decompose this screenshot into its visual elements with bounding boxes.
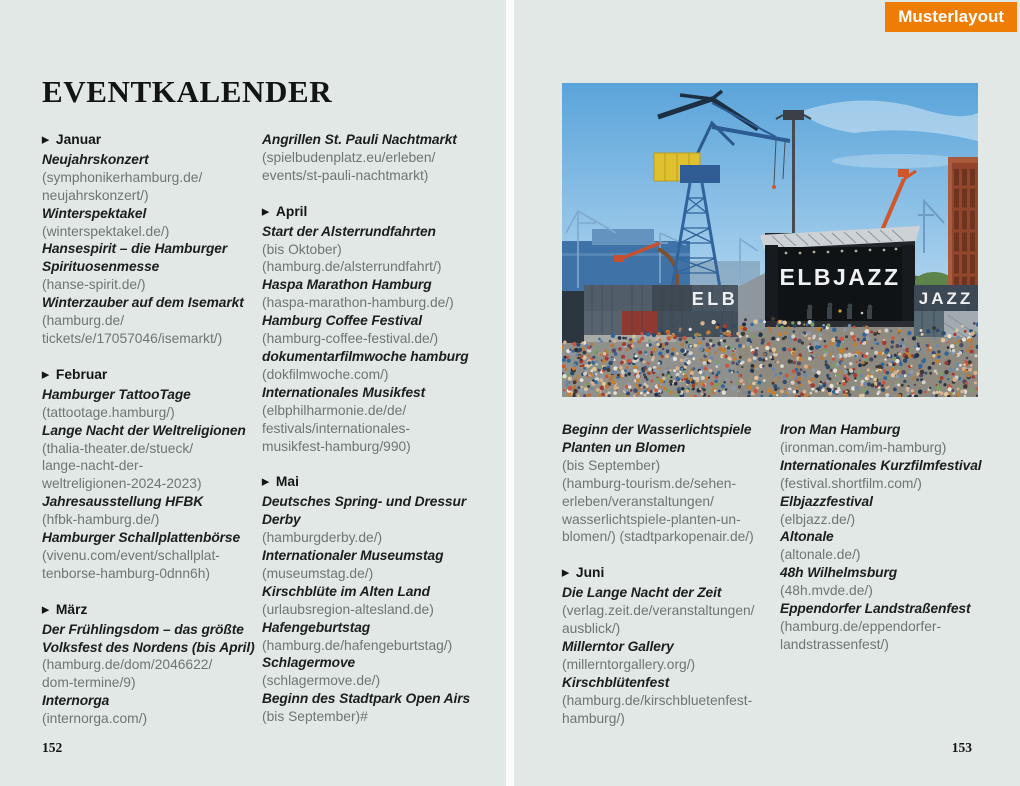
container-text-elb: ELB [691,289,739,309]
event-entry [562,584,777,638]
event-title: Internationales Musikfest [262,384,426,400]
event-title: Internorga [42,693,110,709]
event-url: blomen/) (stadtparkopenair.de/) [562,529,754,545]
event-title: Jahresausstellung HFBK [42,494,204,510]
festival-photo-illustration [562,83,978,397]
event-url: (hamburg.de/dom/2046622/ [42,657,213,673]
event-title: Lange Nacht der Weltreligionen [42,422,246,438]
event-url: (schlagermove.de/) [262,673,381,689]
event-entry [42,621,257,693]
event-url: (48h.mvde.de/) [780,583,873,599]
event-entry [262,583,477,619]
event-title: 48h Wilhelmsburg [780,565,898,581]
event-title: Beginn des Stadtpark Open Airs [262,691,471,707]
event-entry [262,384,477,456]
event-title: Start der Alsterrundfahrten [262,223,436,239]
event-title: Winterspektakel [42,205,147,221]
event-title: Planten un Blomen [562,439,686,455]
stage [760,226,920,327]
event-entry [262,619,477,655]
event-entry [780,457,1008,493]
event-title: Schlagermove [262,655,356,671]
event-title: Kirschblüte im Alten Land [262,583,430,599]
event-url: (internorga.com/) [42,711,148,727]
cloud [832,154,962,168]
event-url: (festival.shortfilm.com/) [780,475,922,491]
page-number-left: 152 [42,740,63,755]
month-label: Februar [55,366,108,382]
event-entry [262,348,477,384]
event-url: (hamburg.de/kirschbluetenfest- [562,692,753,708]
container-stack-right [914,285,978,337]
event-url: (verlag.zeit.de/veranstaltungen/ [562,603,755,619]
event-entry [562,674,777,728]
event-url: (hanse-spirit.de/) [42,277,146,293]
event-url: weltreligionen-2024-2023) [42,476,202,492]
warehouse [592,229,654,245]
events-column-juni-2 [780,421,1008,654]
event-entry [780,600,1008,654]
event-entry [42,493,257,529]
event-title: Altonale [780,529,834,545]
event-entry [780,528,1008,564]
event-title: Angrillen St. Pauli Nachtmarkt [262,132,457,147]
event-entry [42,151,257,205]
page-gutter [506,0,514,786]
event-url: (museumstag.de/) [262,565,374,581]
month-label: März [55,601,88,617]
musterlayout-badge: Musterlayout [885,2,1017,32]
event-url: (vivenu.com/event/schallplat- [42,547,220,563]
month-label: Juni [575,565,605,581]
event-url: musikfest-hamburg/990) [262,438,411,454]
event-title: Winterzauber auf dem Isemarkt [42,295,244,311]
month-arrow-icon: ▶ [262,476,269,487]
event-title: Die Lange Nacht der Zeit [562,585,722,601]
month-arrow-icon: ▶ [262,206,269,217]
event-title: Elbjazzfestival [780,493,873,509]
month-header-mai [262,473,477,493]
brick-building [948,157,978,299]
event-url: hamburg/) [562,710,625,726]
event-url: dom-termine/9) [42,675,136,691]
event-url: lange-nacht-der- [42,458,144,474]
event-url: tenborse-hamburg-0dnn6h) [42,565,210,581]
event-url: (hamburg-coffee-festival.de/) [262,331,439,347]
event-url: (altonale.de/) [780,547,861,563]
event-title: Iron Man Hamburg [780,422,901,437]
event-url: (hamburg.de/hafengeburtstag/) [262,637,453,653]
event-url: (dokfilmwoche.com/) [262,366,389,382]
events-column-jan-maerz [42,131,257,728]
event-title: Hamburger TattooTage [42,386,191,402]
event-title: Millerntor Gallery [562,638,674,654]
event-url: ausblick/) [562,621,621,637]
event-entry [42,386,257,422]
event-url: (millerntorgallery.org/) [562,656,696,672]
event-url: (symphonikerhamburg.de/ [42,169,203,185]
month-header-februar [42,366,257,386]
shed [562,291,584,343]
event-url: (hamburg.de/alsterrundfahrt/) [262,259,442,275]
event-url: (hfbk-hamburg.de/) [42,512,160,528]
event-title: Deutsches Spring- und Dressur [262,494,467,510]
event-entry [562,638,777,674]
event-url: landstrassenfest/) [780,636,889,652]
events-column-april-mai [262,131,477,726]
month-label: Mai [275,474,299,490]
event-url: (haspa-marathon-hamburg.de/) [262,295,454,311]
event-url: festivals/internationales- [262,420,411,436]
event-url: (elbphilharmonie.de/de/ [262,402,407,418]
event-title: Volksfest des Nordens (bis April) [42,639,255,655]
event-url: (spielbudenplatz.eu/erleben/ [262,149,436,165]
events-column-juni [562,421,777,728]
event-url: erleben/veranstaltungen/ [562,493,714,509]
event-url: neujahrskonzert/) [42,187,149,203]
event-url: (ironman.com/im-hamburg) [780,439,947,455]
event-url: (bis September)# [262,709,368,725]
event-url: wasserlichtspiele-planten-un- [562,511,741,527]
month-arrow-icon: ▶ [562,567,569,578]
event-title: Hamburg Coffee Festival [262,313,422,329]
event-url: (bis September) [562,457,661,473]
event-title: Derby [262,512,301,528]
event-entry [562,421,777,546]
event-url: (hamburg.de/eppendorfer- [780,618,942,634]
event-url: (thalia-theater.de/stueck/ [42,440,194,456]
event-entry [262,690,477,726]
event-url: (bis Oktober) [262,241,342,257]
event-url: (hamburgderby.de/) [262,530,383,546]
event-title: Internationales Kurzfilmfestival [780,457,982,473]
event-url: (winterspektakel.de/) [42,223,170,239]
event-entry [262,276,477,312]
container-text-jazz: JAZZ [918,289,974,308]
event-url: tickets/e/17057046/isemarkt/) [42,330,223,346]
event-title: Der Frühlingsdom – das größte [42,621,244,637]
month-arrow-icon: ▶ [42,134,49,145]
event-entry [42,205,257,241]
month-header-juni [562,564,777,584]
event-url: (elbjazz.de/) [780,511,856,527]
event-url: events/st-pauli-nachtmarkt) [262,167,429,183]
month-header-januar [42,131,257,151]
event-url: (hamburg-tourism.de/sehen- [562,475,737,491]
event-entry [42,529,257,583]
event-entry [42,240,257,294]
event-url: (urlaubsregion-altesland.de) [262,601,434,617]
event-entry [262,131,477,185]
event-url: (tattootage.hamburg/) [42,404,175,420]
event-entry [780,564,1008,600]
event-title: Hansespirit – die Hamburger [42,241,228,257]
event-entry [262,547,477,583]
month-arrow-icon: ▶ [42,369,49,380]
month-arrow-icon: ▶ [42,604,49,615]
event-entry [42,692,257,728]
event-entry [262,654,477,690]
event-title: Neujahrskonzert [42,151,149,167]
page-number-right: 153 [951,740,972,755]
event-url: (hamburg.de/ [42,313,125,329]
event-title: Eppendorfer Landstraßenfest [780,601,971,617]
event-entry [262,223,477,277]
event-title: Kirschblütenfest [562,674,670,690]
month-header-april [262,203,477,223]
event-entry [262,493,477,547]
page-title: EVENTKALENDER [42,74,333,109]
festival-photo [562,83,978,397]
event-title: Internationaler Museumstag [262,548,444,564]
event-entry [42,422,257,494]
stage-text-elbjazz: ELBJAZZ [779,264,901,290]
event-title: Hamburger Schallplattenbörse [42,530,241,546]
event-title: Hafengeburtstag [262,619,371,635]
event-title: Haspa Marathon Hamburg [262,277,432,293]
event-entry [262,312,477,348]
event-title: Spirituosenmesse [42,259,160,275]
month-label: Januar [55,132,102,147]
event-title: Beginn der Wasserlichtspiele [562,422,752,437]
cherry-picker-basket [614,255,624,262]
event-entry [42,294,257,348]
month-label: April [275,203,308,219]
event-entry [780,493,1008,529]
event-title: dokumentarfilmwoche hamburg [262,348,469,364]
month-header-mrz [42,601,257,621]
event-entry [780,421,1008,457]
